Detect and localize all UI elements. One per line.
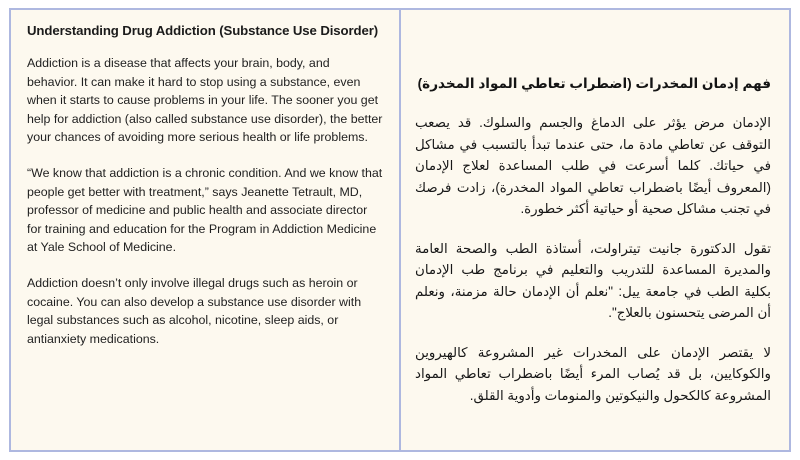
arabic-heading: فهم إدمان المخدرات (اضطراب تعاطي المواد المخدرة)	[417, 76, 771, 91]
bilingual-panel	[9, 8, 791, 452]
arabic-paragraph-1: الإدمان مرض يؤثر على الدماغ والجسم والسلوك. قد يصعب التوقف عن تعاطي مادة ما، حتى عندما تبدأ بالتسبب في مشاكل في حياتك. كلما أسرعت في طلب المساعدة لعلاج الإدمان (المعروف أيضًا باضطراب تعاطي المواد المخدرة)، زادت فرصك في تجنب مشاكل صحية أو حياتية أكثر خطورة.	[415, 115, 771, 216]
arabic-paragraph-2: تقول الدكتورة جانيت تيتراولت، أستاذة الطب والصحة العامة والمديرة المساعدة للتدريب والتعليم في برنامج طب الإدمان بكلية الطب في جامعة ييل: "نعلم أن الإدمان حالة مزمنة، ونعلم أن المرضى يتحسنون بالعلاج".	[415, 240, 771, 320]
english-paragraph-2: “We know that addiction is a chronic condition. And we know that people get better with treatment,” says Jeanette Tetrault, MD, professor of medicine and public health and associate director for training and education for the Program in Addiction Medicine at Yale School of Medicine.	[27, 165, 383, 255]
english-column	[11, 10, 399, 450]
english-paragraph-3: Addiction doesn’t only involve illegal drugs such as heroin or cocaine. You can also develop a substance use disorder with legal substances such as alcohol, nicotine, sleep aids, or antianxiety medications.	[27, 275, 362, 346]
english-paragraph-1: Addiction is a disease that affects your brain, body, and behavior. It can make it hard to stop using a substance, even when it starts to cause problems in your life. The sooner you get help for addiction (also called substance use disorder), the better your chances of avoiding more serious health or life problems.	[27, 56, 383, 145]
english-heading: Understanding Drug Addiction (Substance Use Disorder)	[27, 23, 379, 38]
arabic-paragraph-3: لا يقتصر الإدمان على المخدرات غير المشروعة كالهيروين والكوكايين، بل قد يُصاب المرء أيضًا باضطراب تعاطي المواد المشروعة كالكحول والنيكوتين والمنومات وأدوية القلق.	[415, 344, 771, 403]
arabic-column	[401, 10, 789, 450]
